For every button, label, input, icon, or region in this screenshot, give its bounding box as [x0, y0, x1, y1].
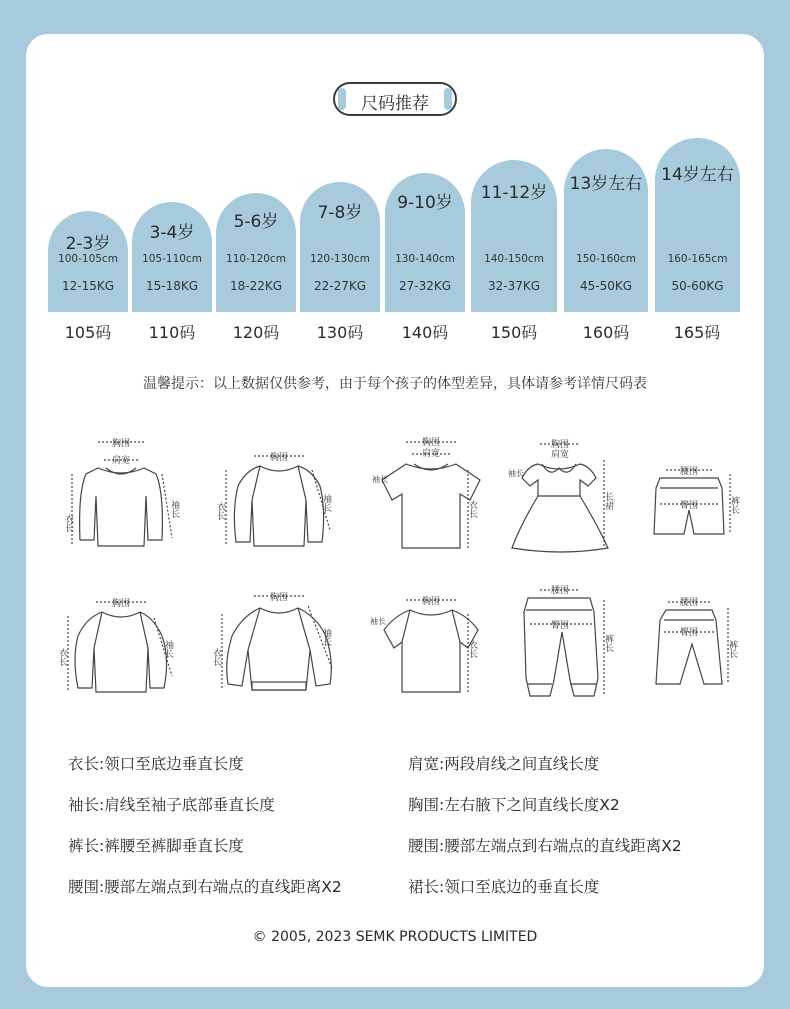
length-label: 衣长 — [57, 648, 67, 666]
definition-shoulder: 肩宽:两段肩线之间直线长度 — [408, 755, 600, 773]
pants-label: 裤长 — [603, 634, 613, 652]
waist-label: 腰围 — [679, 598, 699, 608]
definition-skirt: 裙长:领口至底边的垂直长度 — [408, 878, 600, 896]
capri-pants-diagram — [630, 578, 760, 708]
definition-pants: 裤长:裤腰至裤脚垂直长度 — [68, 837, 244, 855]
pants-label: 裤长 — [729, 496, 739, 514]
size-code: 120码 — [232, 323, 280, 342]
weight-range: 32-37KG — [487, 279, 541, 293]
waist-label: 腰围 — [550, 586, 570, 596]
raglan-tshirt-diagram — [364, 578, 494, 708]
shoulder-label: 肩宽 — [421, 449, 441, 459]
definition-sleeve: 袖长:肩线至袖子底部垂直长度 — [68, 796, 275, 814]
weight-range: 22-27KG — [313, 279, 367, 293]
size-column — [48, 211, 128, 312]
size-code: 150码 — [490, 323, 538, 342]
chest-label: 胸围 — [111, 599, 131, 609]
height-range: 110-120cm — [226, 253, 286, 265]
chest-label: 胸围 — [421, 597, 441, 607]
shoulder-label: 肩宽 — [111, 456, 131, 466]
weight-range: 50-60KG — [671, 279, 724, 293]
weight-range: 45-50KG — [579, 279, 633, 293]
age-label: 5-6岁 — [233, 212, 279, 232]
height-range: 150-160cm — [576, 253, 636, 265]
page-title: 尺码推荐 — [361, 94, 429, 114]
definition-chest: 胸围:左右腋下之间直线长度X2 — [408, 796, 620, 814]
waist-label: 腰围 — [679, 467, 699, 477]
chest-label: 胸围 — [269, 593, 289, 603]
size-column — [655, 138, 740, 312]
shorts-diagram — [630, 430, 760, 560]
height-range: 105-110cm — [142, 253, 202, 265]
shoulder-label: 肩宽 — [550, 450, 570, 460]
age-label: 7-8岁 — [317, 203, 363, 223]
size-code: 110码 — [148, 323, 196, 342]
hip-label: 臀围 — [550, 621, 570, 631]
age-label: 3-4岁 — [149, 223, 195, 243]
sleeve-label: 袖长 — [169, 500, 179, 518]
size-column — [564, 149, 648, 312]
weight-range: 12-15KG — [61, 279, 115, 293]
tshirt-diagram — [364, 430, 494, 560]
size-column — [300, 182, 380, 312]
height-range: 160-165cm — [667, 253, 728, 265]
sleeve-label: 袖长 — [163, 640, 173, 658]
length-label: 衣长 — [211, 648, 221, 666]
raglan-diagram — [208, 430, 338, 560]
size-code: 165码 — [673, 323, 721, 342]
length-label: 衣长 — [215, 502, 225, 520]
weight-range: 15-18KG — [145, 279, 199, 293]
chest-label: 胸围 — [269, 453, 289, 463]
sleeve-label: 袖长 — [321, 494, 331, 512]
length-label: 衣长 — [63, 514, 73, 532]
hip-label: 臀围 — [679, 501, 699, 511]
age-label: 14岁左右 — [661, 165, 734, 185]
weight-range: 18-22KG — [229, 279, 283, 293]
length-label: 衣长 — [467, 500, 477, 518]
height-range: 130-140cm — [395, 253, 455, 265]
height-range: 140-150cm — [484, 253, 544, 265]
size-column — [385, 173, 465, 312]
size-column — [216, 193, 296, 312]
pants-label: 裤长 — [727, 640, 737, 658]
height-range: 100-105cm — [58, 253, 118, 265]
chest-label: 胸围 — [550, 440, 570, 450]
sleeve-label: 袖长 — [372, 475, 388, 484]
age-label: 11-12岁 — [480, 183, 548, 203]
definition-waist: 腰围:腰部左端点到右端点的直线距离X2 — [408, 837, 682, 855]
sweater-diagram — [50, 430, 180, 560]
weight-range: 27-32KG — [398, 279, 452, 293]
dress-diagram — [494, 430, 624, 560]
size-code: 140码 — [401, 323, 449, 342]
size-code: 160码 — [582, 323, 630, 342]
chest-label: 胸围 — [421, 438, 441, 448]
size-tip: 温馨提示：以上数据仅供参考，由于每个孩子的体型差异，具体请参考详情尺码表 — [143, 376, 647, 392]
size-column — [471, 160, 557, 312]
size-code: 105码 — [64, 323, 112, 342]
height-range: 120-130cm — [310, 253, 370, 265]
sleeve-label: 袖长 — [321, 628, 331, 646]
jogger-pants-diagram — [494, 578, 624, 708]
length-label: 衣长 — [467, 640, 477, 658]
size-column — [132, 202, 212, 312]
chest-label: 胸围 — [111, 439, 131, 449]
age-label: 9-10岁 — [397, 193, 453, 213]
age-label: 2-3岁 — [65, 234, 111, 254]
size-code: 130码 — [316, 323, 364, 342]
hip-label: 臀围 — [679, 628, 699, 638]
skirt-label: 长裙 — [603, 492, 613, 510]
copyright: © 2005, 2023 SEMK PRODUCTS LIMITED — [252, 929, 538, 945]
age-label: 13岁左右 — [569, 174, 643, 194]
sweatshirt-diagram — [208, 578, 338, 708]
title-pill — [333, 82, 457, 116]
raglan-sweater-diagram — [50, 578, 180, 708]
sleeve-label: 袖长 — [508, 469, 524, 478]
definition-length: 衣长:领口至底边垂直长度 — [68, 755, 244, 773]
definition-waist-2: 腰围:腰部左端点到右端点的直线距离X2 — [68, 878, 342, 896]
sleeve-label: 袖长 — [370, 617, 386, 626]
